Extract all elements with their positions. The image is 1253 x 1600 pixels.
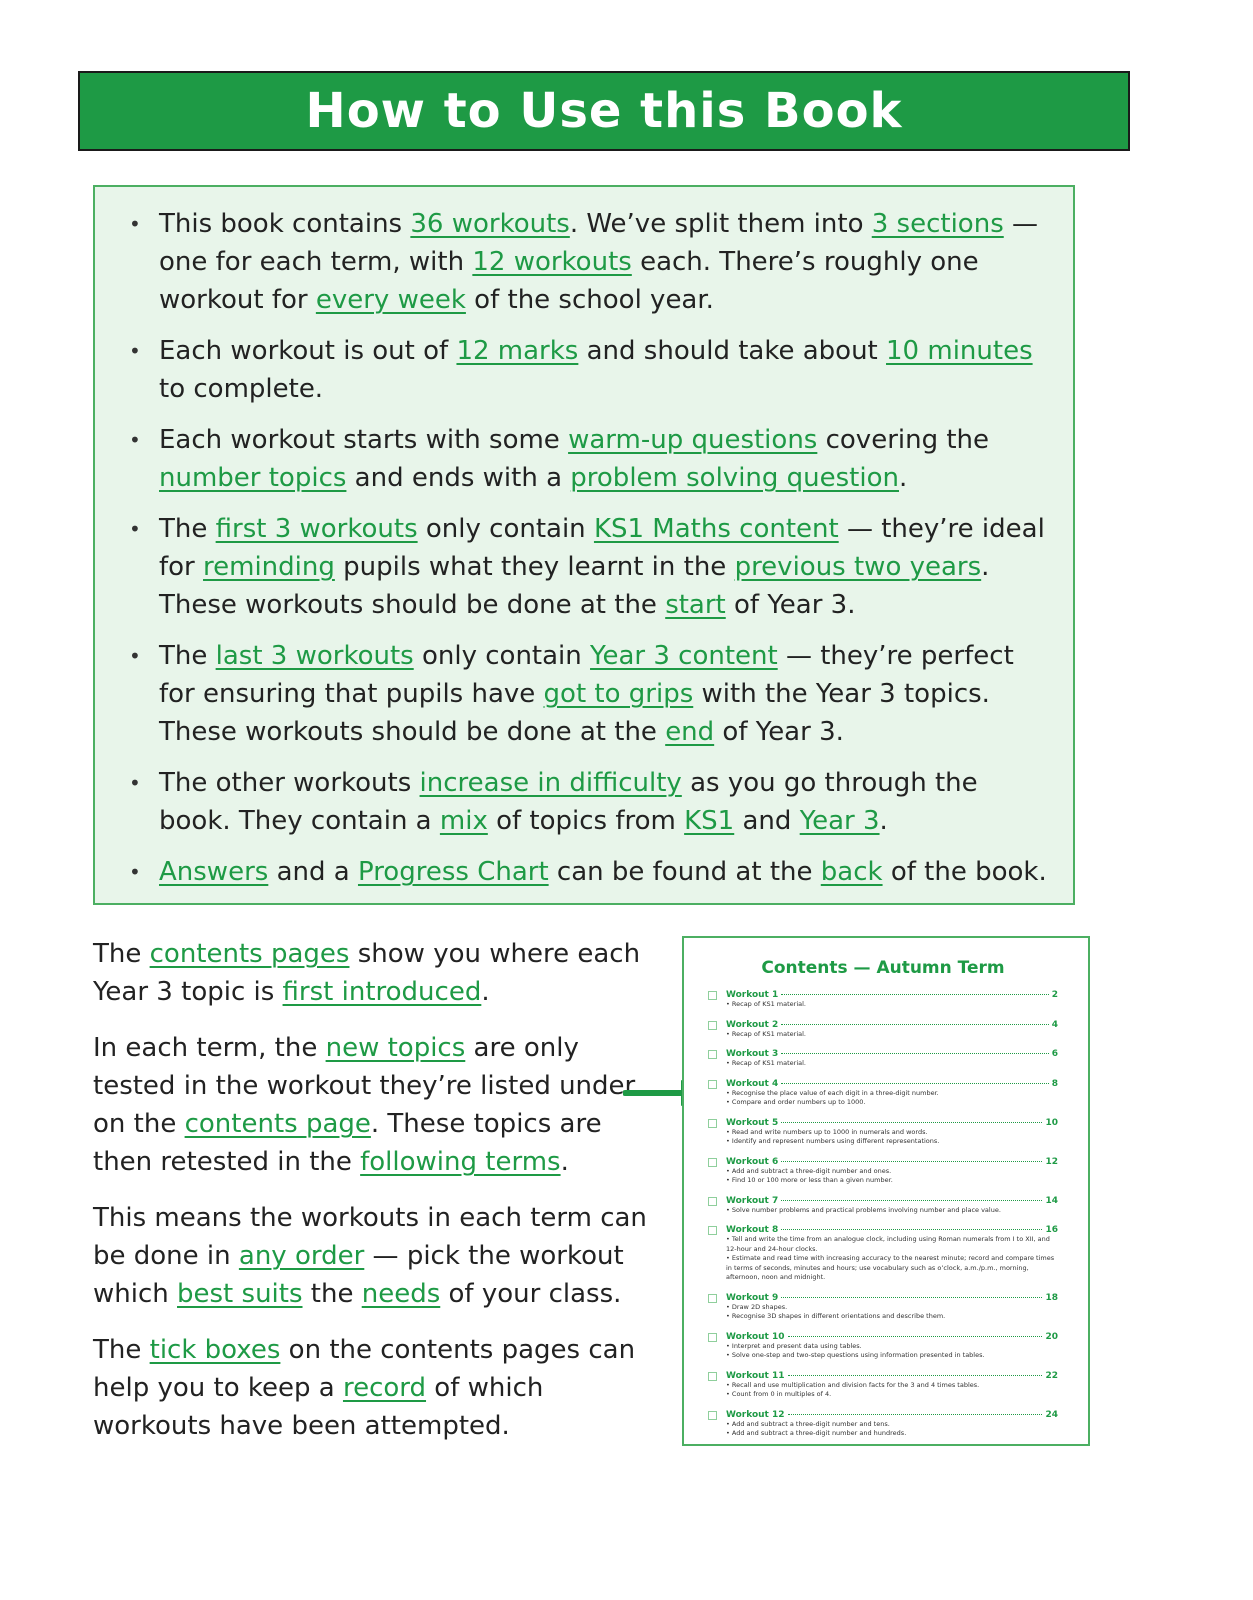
explanation-paragraph	[93, 935, 653, 1011]
explanation-paragraph	[93, 1199, 653, 1313]
highlighted-term: Year 3	[799, 806, 880, 836]
bullet-dot-icon: •	[129, 644, 141, 668]
tick-box-icon	[708, 1333, 717, 1342]
workout-topic: • Add and subtract a three-digit number and tens.	[726, 1419, 890, 1428]
page-number: 12	[1045, 1156, 1058, 1167]
highlighted-term: every week	[315, 285, 466, 315]
tick-box-icon	[708, 1411, 717, 1420]
text-segment: of Year 3.	[725, 590, 856, 620]
page-number: 4	[1051, 1019, 1058, 1030]
highlighted-term: Progress Chart	[357, 857, 549, 887]
highlighted-term: record	[342, 1373, 427, 1403]
bullet-dot-icon: •	[129, 860, 141, 884]
text-segment: In each term, the	[93, 1033, 326, 1063]
contents-entry	[708, 990, 1058, 1010]
dot-leader	[788, 1414, 1043, 1415]
page-number: 10	[1045, 1117, 1058, 1128]
dot-leader	[781, 994, 1048, 995]
bullet-dot-icon: •	[129, 339, 141, 363]
text-segment: and should take about	[578, 336, 887, 366]
highlighted-term: problem solving question	[570, 463, 899, 493]
workout-topic: • Solve number problems and practical problems involving number and place value.	[726, 1205, 1001, 1214]
workout-topic: • Estimate and read time with increasing accuracy to the nearest minute; record and compare times in terms of seconds, minutes and hours; use vocabulary such as o’clock, a.m./p.m., morning, afternoon, noon and midnight.	[726, 1254, 1055, 1281]
text-segment: The	[159, 641, 216, 671]
highlighted-term: first 3 workouts	[215, 514, 418, 544]
highlighted-term: Answers	[159, 857, 269, 887]
text-segment: and ends with a	[346, 463, 571, 493]
page-title: How to Use this Book	[305, 83, 903, 139]
workout-label: Workout 7	[726, 1195, 779, 1206]
workout-label: Workout 12	[726, 1409, 785, 1420]
workout-label: Workout 3	[726, 1049, 779, 1059]
workout-topic: • Recognise 3D shapes in different orientations and describe them.	[726, 1312, 946, 1320]
explanation-paragraph	[93, 1029, 653, 1181]
highlighted-term: mix	[439, 806, 488, 836]
text-segment: only contain	[413, 641, 591, 671]
dot-leader	[781, 1229, 1042, 1230]
highlighted-term: following terms	[360, 1147, 561, 1177]
text-segment: pupils what they learnt in the	[334, 552, 735, 582]
workout-label: Workout 9	[726, 1292, 779, 1303]
workout-topic: • Recognise the place value of each digit in a three-digit number.	[726, 1088, 939, 1097]
dot-leader	[781, 1053, 1048, 1054]
highlighted-term: needs	[361, 1279, 441, 1309]
page-number: 2	[1051, 990, 1058, 1000]
text-segment: The other workouts	[159, 768, 420, 798]
text-segment: This book contains	[159, 209, 411, 239]
workout-topic: • Compare and order numbers up to 1000.	[726, 1098, 866, 1106]
tick-box-icon	[708, 1080, 717, 1089]
text-segment: of which workouts have been attempted.	[93, 1373, 544, 1441]
contents-entry	[708, 1118, 1058, 1147]
dot-leader	[781, 1122, 1042, 1123]
text-segment: This means the workouts in each term can be done in	[93, 1203, 647, 1271]
contents-entry	[708, 1332, 1058, 1361]
bullet-dot-icon: •	[129, 517, 141, 541]
workout-topic: • Find 10 or 100 more or less than a given number.	[726, 1176, 893, 1184]
workout-label: Workout 8	[726, 1225, 779, 1235]
page-number: 16	[1045, 1225, 1058, 1235]
dot-leader	[781, 1024, 1048, 1025]
highlighted-term: start	[665, 590, 726, 620]
workout-topic: • Recall and use multiplication and division facts for the 3 and 4 times tables.	[726, 1380, 980, 1389]
text-segment: each. There’s roughly one workout for	[159, 247, 979, 315]
bullet-dot-icon: •	[129, 428, 141, 452]
header-banner	[78, 71, 1130, 151]
text-segment: — they’re ideal for	[159, 514, 1045, 582]
text-segment: .	[879, 806, 888, 836]
contents-page-preview	[682, 936, 1090, 1446]
text-segment: to complete.	[159, 374, 324, 404]
highlighted-term: previous two years	[734, 552, 982, 582]
workout-topic: • Add and subtract a three-digit number and hundreds.	[726, 1429, 907, 1437]
text-segment: covering the	[817, 425, 990, 455]
dot-leader	[788, 1336, 1043, 1337]
highlighted-term: contents page	[184, 1109, 371, 1139]
text-segment: the	[302, 1279, 362, 1309]
workout-topic: • Recap of KS1 material.	[726, 1029, 806, 1038]
highlighted-term: any order	[238, 1241, 365, 1271]
contents-entry	[708, 1293, 1058, 1322]
highlighted-term: first introduced	[282, 977, 482, 1007]
highlighted-term: new topics	[325, 1033, 466, 1063]
contents-entry	[708, 1049, 1058, 1069]
text-segment: on the contents pages can help you to keep a	[93, 1335, 636, 1403]
highlighted-term: end	[665, 717, 715, 747]
tick-box-icon	[708, 1050, 717, 1059]
highlighted-term: Year 3 content	[590, 641, 778, 671]
highlighted-term: best suits	[177, 1279, 303, 1309]
tick-box-icon	[708, 1021, 717, 1030]
highlighted-term: last 3 workouts	[215, 641, 414, 671]
highlighted-term: 3 sections	[871, 209, 1004, 239]
explanation-paragraph	[93, 1331, 653, 1445]
text-segment: as you go through the book. They contain a	[159, 768, 978, 836]
text-segment: of topics from	[487, 806, 685, 836]
bullet-item	[129, 764, 1053, 840]
page-number: 8	[1051, 1078, 1058, 1089]
workout-topic: • Interpret and present data using tables.	[726, 1341, 862, 1350]
workout-topic: • Identify and represent numbers using different representations.	[726, 1137, 940, 1145]
highlighted-term: back	[820, 857, 883, 887]
text-segment: The	[93, 939, 150, 969]
text-segment: with the Year 3 topics. These workouts should be done at the	[159, 679, 990, 747]
tick-box-icon	[708, 1197, 717, 1206]
workout-topic: • Add and subtract a three-digit number and ones.	[726, 1166, 892, 1175]
text-segment: of the school year.	[465, 285, 714, 315]
contents-entry	[708, 1410, 1058, 1439]
info-box	[93, 185, 1075, 905]
page-number: 22	[1045, 1370, 1058, 1381]
highlighted-term: 12 workouts	[472, 247, 632, 277]
bullet-item	[129, 332, 1053, 408]
dot-leader	[781, 1200, 1042, 1201]
highlighted-term: tick boxes	[149, 1335, 281, 1365]
text-segment: .	[560, 1147, 569, 1177]
text-segment: . These workouts should be done at the	[159, 552, 990, 620]
workout-label: Workout 2	[726, 1019, 779, 1030]
dot-leader	[781, 1161, 1042, 1162]
text-segment: of Year 3.	[714, 717, 844, 747]
text-segment: . We’ve split them into	[569, 209, 872, 239]
workout-topic: • Count from 0 in multiples of 4.	[726, 1390, 832, 1398]
dot-leader	[781, 1297, 1042, 1298]
tick-box-icon	[708, 1119, 717, 1128]
workout-topic: • Read and write numbers up to 1000 in numerals and words.	[726, 1127, 928, 1136]
text-segment: and	[734, 806, 800, 836]
contents-title: Contents — Autumn Term	[761, 958, 1005, 978]
text-segment: show you where each Year 3 topic is	[93, 939, 641, 1007]
contents-list	[708, 990, 1058, 1439]
contents-entry	[708, 1225, 1058, 1283]
text-segment: The	[159, 514, 216, 544]
bullet-item	[129, 205, 1053, 319]
text-segment: of the book.	[882, 857, 1047, 887]
workout-topic: • Tell and write the time from an analogue clock, including using Roman numerals from I to XII, and 12-hour and 24-hour clocks.	[726, 1235, 1050, 1253]
highlighted-term: KS1	[684, 806, 735, 836]
workout-topic: • Draw 2D shapes.	[726, 1302, 788, 1311]
workout-label: Workout 10	[726, 1331, 785, 1342]
bullet-list	[129, 205, 1053, 891]
page-number: 20	[1045, 1331, 1058, 1342]
bullet-item	[129, 421, 1053, 497]
highlighted-term: reminding	[203, 552, 335, 582]
highlighted-term: increase in difficulty	[419, 768, 682, 798]
workout-label: Workout 4	[726, 1078, 779, 1089]
text-segment: — they’re perfect for ensuring that pupils have	[159, 641, 1014, 709]
dot-leader	[781, 1083, 1048, 1084]
bullet-dot-icon: •	[129, 212, 141, 236]
text-segment: .	[899, 463, 908, 493]
text-segment: — pick the workout which	[93, 1241, 624, 1309]
bullet-item	[129, 853, 1053, 891]
page-number: 6	[1051, 1049, 1058, 1059]
highlighted-term: 36 workouts	[410, 209, 570, 239]
text-segment: Each workout starts with some	[159, 425, 569, 455]
text-segment: Each workout is out of	[159, 336, 457, 366]
tick-box-icon	[708, 991, 717, 1000]
text-segment: are only tested in the workout they’re listed under on the	[93, 1033, 636, 1139]
highlighted-term: number topics	[159, 463, 347, 493]
text-segment: and a	[268, 857, 358, 887]
workout-label: Workout 5	[726, 1117, 779, 1128]
text-segment: .	[481, 977, 490, 1007]
highlighted-term: 10 minutes	[886, 336, 1033, 366]
highlighted-term: warm-up questions	[568, 425, 818, 455]
workout-label: Workout 11	[726, 1370, 785, 1381]
text-segment: — one for each term, with	[159, 209, 1039, 277]
workout-label: Workout 6	[726, 1156, 779, 1167]
bullet-item	[129, 637, 1053, 751]
highlighted-term: contents pages	[149, 939, 350, 969]
workout-topic: • Recap of KS1 material.	[726, 1059, 806, 1067]
highlighted-term: KS1 Maths content	[593, 514, 839, 544]
contents-entry	[708, 1371, 1058, 1400]
highlighted-term: got to grips	[543, 679, 694, 709]
contents-entry	[708, 1196, 1058, 1216]
contents-entry	[708, 1020, 1058, 1040]
page-number: 24	[1045, 1409, 1058, 1420]
workout-topic: • Recap of KS1 material.	[726, 1000, 806, 1008]
text-segment: can be found at the	[548, 857, 821, 887]
tick-box-icon	[708, 1372, 717, 1381]
highlighted-term: 12 marks	[456, 336, 579, 366]
text-segment: . These topics are then retested in the	[93, 1109, 602, 1177]
contents-entry	[708, 1079, 1058, 1108]
tick-box-icon	[708, 1226, 717, 1235]
explanation-text	[93, 935, 653, 1463]
text-segment: The	[93, 1335, 150, 1365]
text-segment: only contain	[417, 514, 594, 544]
bullet-dot-icon: •	[129, 771, 141, 795]
dot-leader	[788, 1375, 1043, 1376]
page-number: 14	[1045, 1195, 1058, 1206]
text-segment: of your class.	[440, 1279, 622, 1309]
contents-entry	[708, 1157, 1058, 1186]
bullet-item	[129, 510, 1053, 624]
workout-label: Workout 1	[726, 990, 779, 1000]
page-number: 18	[1045, 1292, 1058, 1303]
tick-box-icon	[708, 1158, 717, 1167]
tick-box-icon	[708, 1294, 717, 1303]
workout-topic: • Solve one-step and two-step questions using information presented in tables.	[726, 1351, 985, 1359]
